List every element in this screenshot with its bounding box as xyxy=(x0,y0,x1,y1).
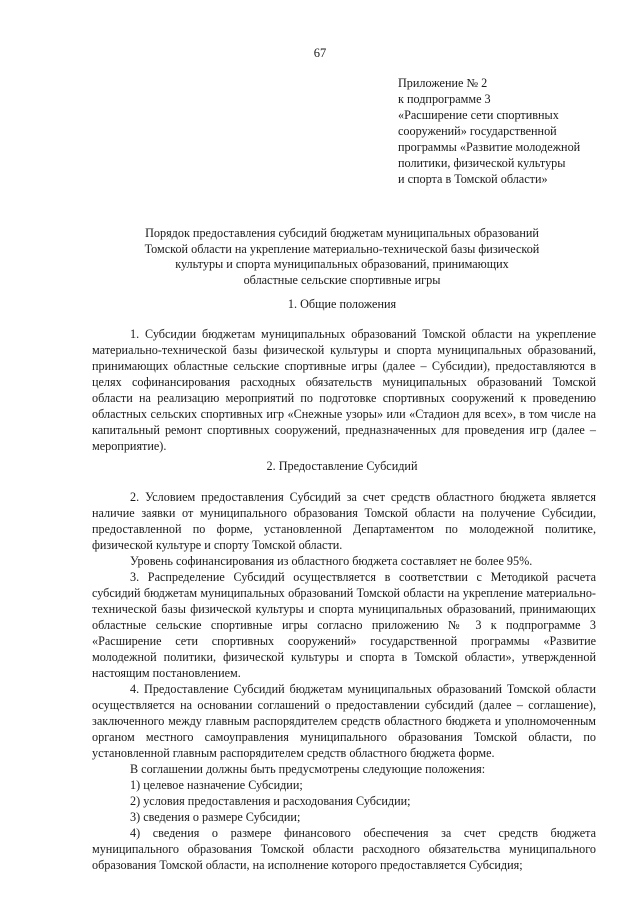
paragraph: В соглашении должны быть предусмотрены следующие положения: xyxy=(130,762,486,776)
paragraph: Уровень софинансирования из областного бюджета составляет не более 95%. xyxy=(130,554,533,568)
list-item: 1) целевое назначение Субсидии; xyxy=(130,778,303,792)
list-item: 4) сведения о размере финансового обеспечения за счет средств бюджета муниципального образования Томской области расходного обязательства муниципального образования Томской области, на исполнение которого предоставляется Субсидия; xyxy=(92,826,596,872)
appendix-line: программы «Развитие молодежной xyxy=(398,140,581,154)
paragraph: 1. Субсидии бюджетам муниципальных образований Томской области на укрепление материально-технической базы физической культуры и спорта муниципальных образований, принимающих областные сельские спортивные игры (далее – Субсидии), предоставляются в целях софинансирования расходных обязательств муниципальных образований Томской области на реализацию мероприятий по подготовке спортивных сооружений к проведению областных сельских спортивных игр «Снежные узоры» или «Стадион для всех», в том числе на капитальный ремонт спортивных сооружений, предназначенных для проведения игр (далее – мероприятие). xyxy=(92,327,596,453)
appendix-line: Приложение № 2 xyxy=(398,76,488,90)
section-heading-provision: 2. Предоставление Субсидий xyxy=(266,459,418,473)
appendix-line: политики, физической культуры xyxy=(398,156,566,170)
document-title xyxy=(92,226,592,288)
list-item: 2) условия предоставления и расходования Субсидии; xyxy=(130,794,411,808)
appendix-line: сооружений» государственной xyxy=(398,124,557,138)
section-body-general xyxy=(92,326,596,454)
paragraph: 2. Условием предоставления Субсидий за счет средств областного бюджета является наличие заявки от муниципального образования Томской области на получение Субсидии, предоставленной по форме, установленной Департаментом по молодежной политике, физической культуре и спорту Томской области. xyxy=(92,490,596,552)
title-line: Томской области на укрепление материально-технической базы физической xyxy=(144,241,540,256)
title-line: областные сельские спортивные игры xyxy=(243,272,441,287)
paragraph: 3. Распределение Субсидий осуществляется в соответствии с Методикой расчета субсидий бюджетам муниципальных образований Томской области на укрепление материально-технической базы физической культуры и спорта муниципальных образований, принимающих областные сельские спортивные игры согласно приложению № 3 к подпрограмме 3 «Расширение сети спортивных сооружений» государственной программы «Развитие молодежной политики, физической культуры и спорта в Томской области», утвержденной настоящим постановлением. xyxy=(92,570,596,680)
page-number: 67 xyxy=(313,46,327,60)
appendix-header xyxy=(398,75,638,187)
section-body-provision xyxy=(92,489,596,873)
title-line: Порядок предоставления субсидий бюджетам муниципальных образований xyxy=(145,226,539,240)
title-line: культуры и спорта муниципальных образований, принимающих xyxy=(175,257,509,272)
section-heading-general: 1. Общие положения xyxy=(287,297,397,311)
list-item: 3) сведения о размере Субсидии; xyxy=(130,810,301,824)
appendix-line: «Расширение сети спортивных xyxy=(398,108,559,122)
paragraph: 4. Предоставление Субсидий бюджетам муниципальных образований Томской области осуществляется на основании соглашений о предоставлении субсидий (далее – соглашение), заключенного между главным распорядителем средств областного бюджета и уполномоченным органом местного самоуправления муниципального образования Томской области, по установленной главным распорядителем средств областного бюджета форме. xyxy=(92,682,596,760)
appendix-line: к подпрограмме 3 xyxy=(398,92,491,106)
appendix-line: и спорта в Томской области» xyxy=(398,172,548,186)
